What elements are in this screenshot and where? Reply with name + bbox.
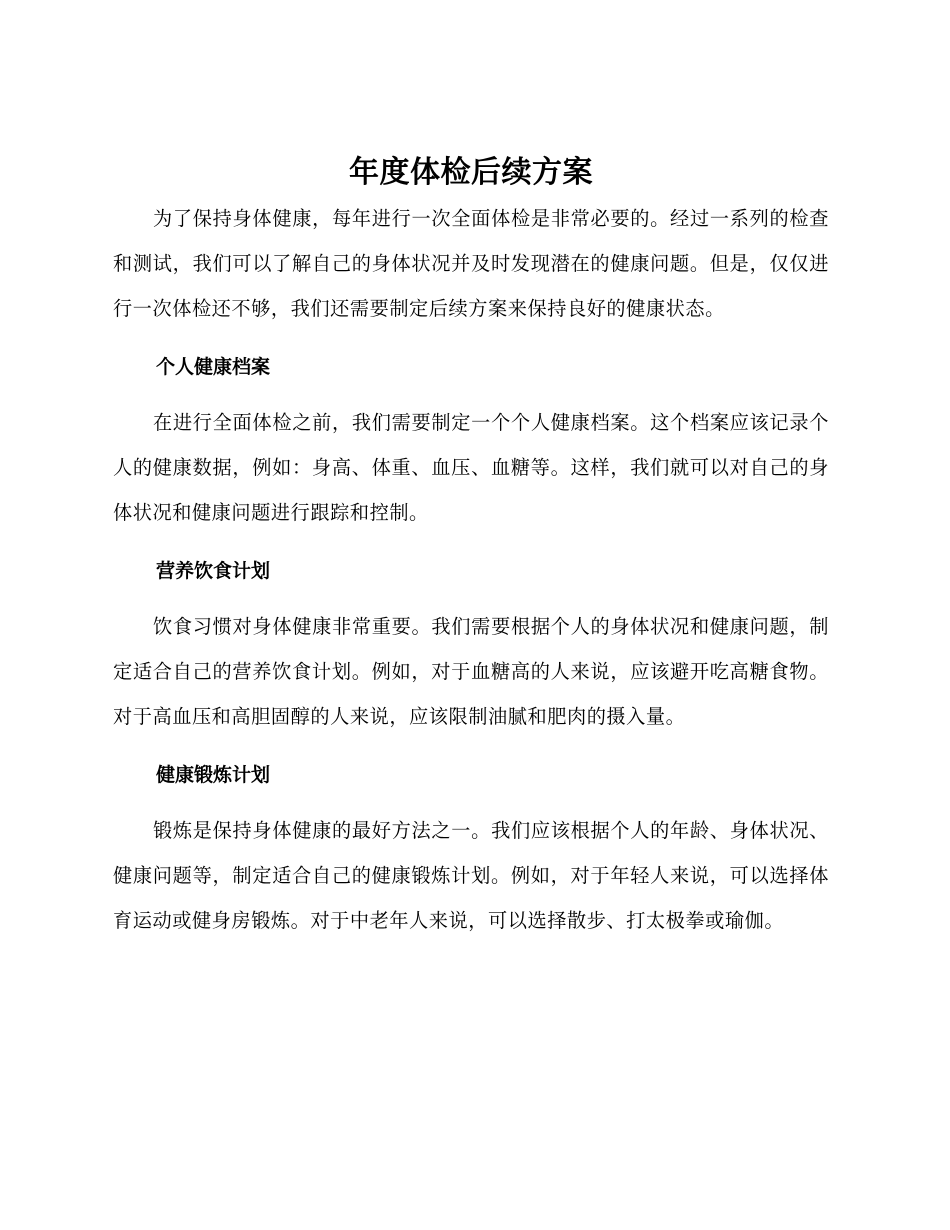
spacer [113, 380, 829, 400]
section-heading-health-record: 个人健康档案 [156, 356, 271, 378]
document-title: 年度体检后续方案 [349, 155, 593, 190]
section-body-nutrition-plan: 饮食习惯对身体健康非常重要。我们需要根据个人的身体状况和健康问题，制定适合自己的营养饮食计划。例如，对于血糖高的人来说，应该避开吃高糖食物。对于高血压和高胆固醇的人来说，应该限制油腻和肥肉的摄入量。 [113, 615, 829, 728]
section-heading-exercise-plan: 健康锻炼计划 [156, 764, 271, 786]
spacer [113, 331, 829, 354]
spacer [113, 739, 829, 762]
section-body-exercise-plan: 锻炼是保持身体健康的最好方法之一。我们应该根据个人的年龄、身体状况、健康问题等，制定适合自己的健康锻炼计划。例如，对于年轻人来说，可以选择体育运动或健身房锻炼。对于中老年人来说，可以选择散步、打太极拳或瑜伽。 [113, 819, 829, 932]
section-body-health-record: 在进行全面体检之前，我们需要制定一个个人健康档案。这个档案应该记录个人的健康数据，例如：身高、体重、血压、血糖等。这样，我们就可以对自己的身体状况和健康问题进行跟踪和控制。 [113, 411, 829, 524]
document-page [113, 150, 829, 943]
intro-paragraph: 为了保持身体健康，每年进行一次全面体检是非常必要的。经过一系列的检查和测试，我们可以了解自己的身体状况并及时发现潜在的健康问题。但是，仅仅进行一次体检还不够，我们还需要制定后续方案来保持良好的健康状态。 [113, 207, 829, 320]
section-heading-nutrition-plan: 营养饮食计划 [156, 560, 271, 582]
spacer [113, 535, 829, 558]
spacer [113, 788, 829, 808]
spacer [113, 584, 829, 604]
